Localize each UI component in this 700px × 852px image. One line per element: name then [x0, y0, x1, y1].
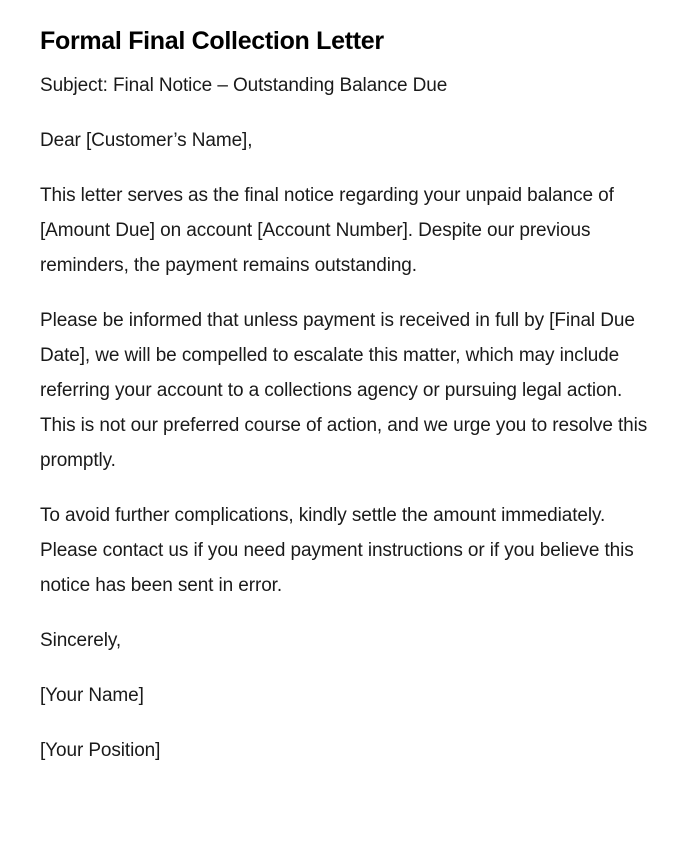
letter-paragraph-notice: This letter serves as the final notice regarding your unpaid balance of [Amount Due] on account [Account Number]. Despite our previous reminders, the payment remains outstanding. — [40, 185, 614, 276]
signature-position: [Your Position] — [40, 740, 161, 761]
letter-paragraph-escalation: Please be informed that unless payment is received in full by [Final Due Date], we will be compelled to escalate this matter, which may include referring your account to a collections agency or pursuing legal action. This is not our preferred course of action, and we urge you to resolve this promptly. — [40, 310, 648, 471]
letter-closing: Sincerely, — [40, 630, 122, 651]
letter-subject: Subject: Final Notice – Outstanding Balance Due — [40, 75, 448, 96]
document-title: Formal Final Collection Letter — [40, 27, 384, 55]
letter-greeting: Dear [Customer’s Name], — [40, 130, 253, 151]
letter-paragraph-settlement: To avoid further complications, kindly settle the amount immediately. Please contact us if you need payment instructions or if you believe this notice has been sent in error. — [40, 505, 634, 596]
signature-name: [Your Name] — [40, 685, 144, 706]
